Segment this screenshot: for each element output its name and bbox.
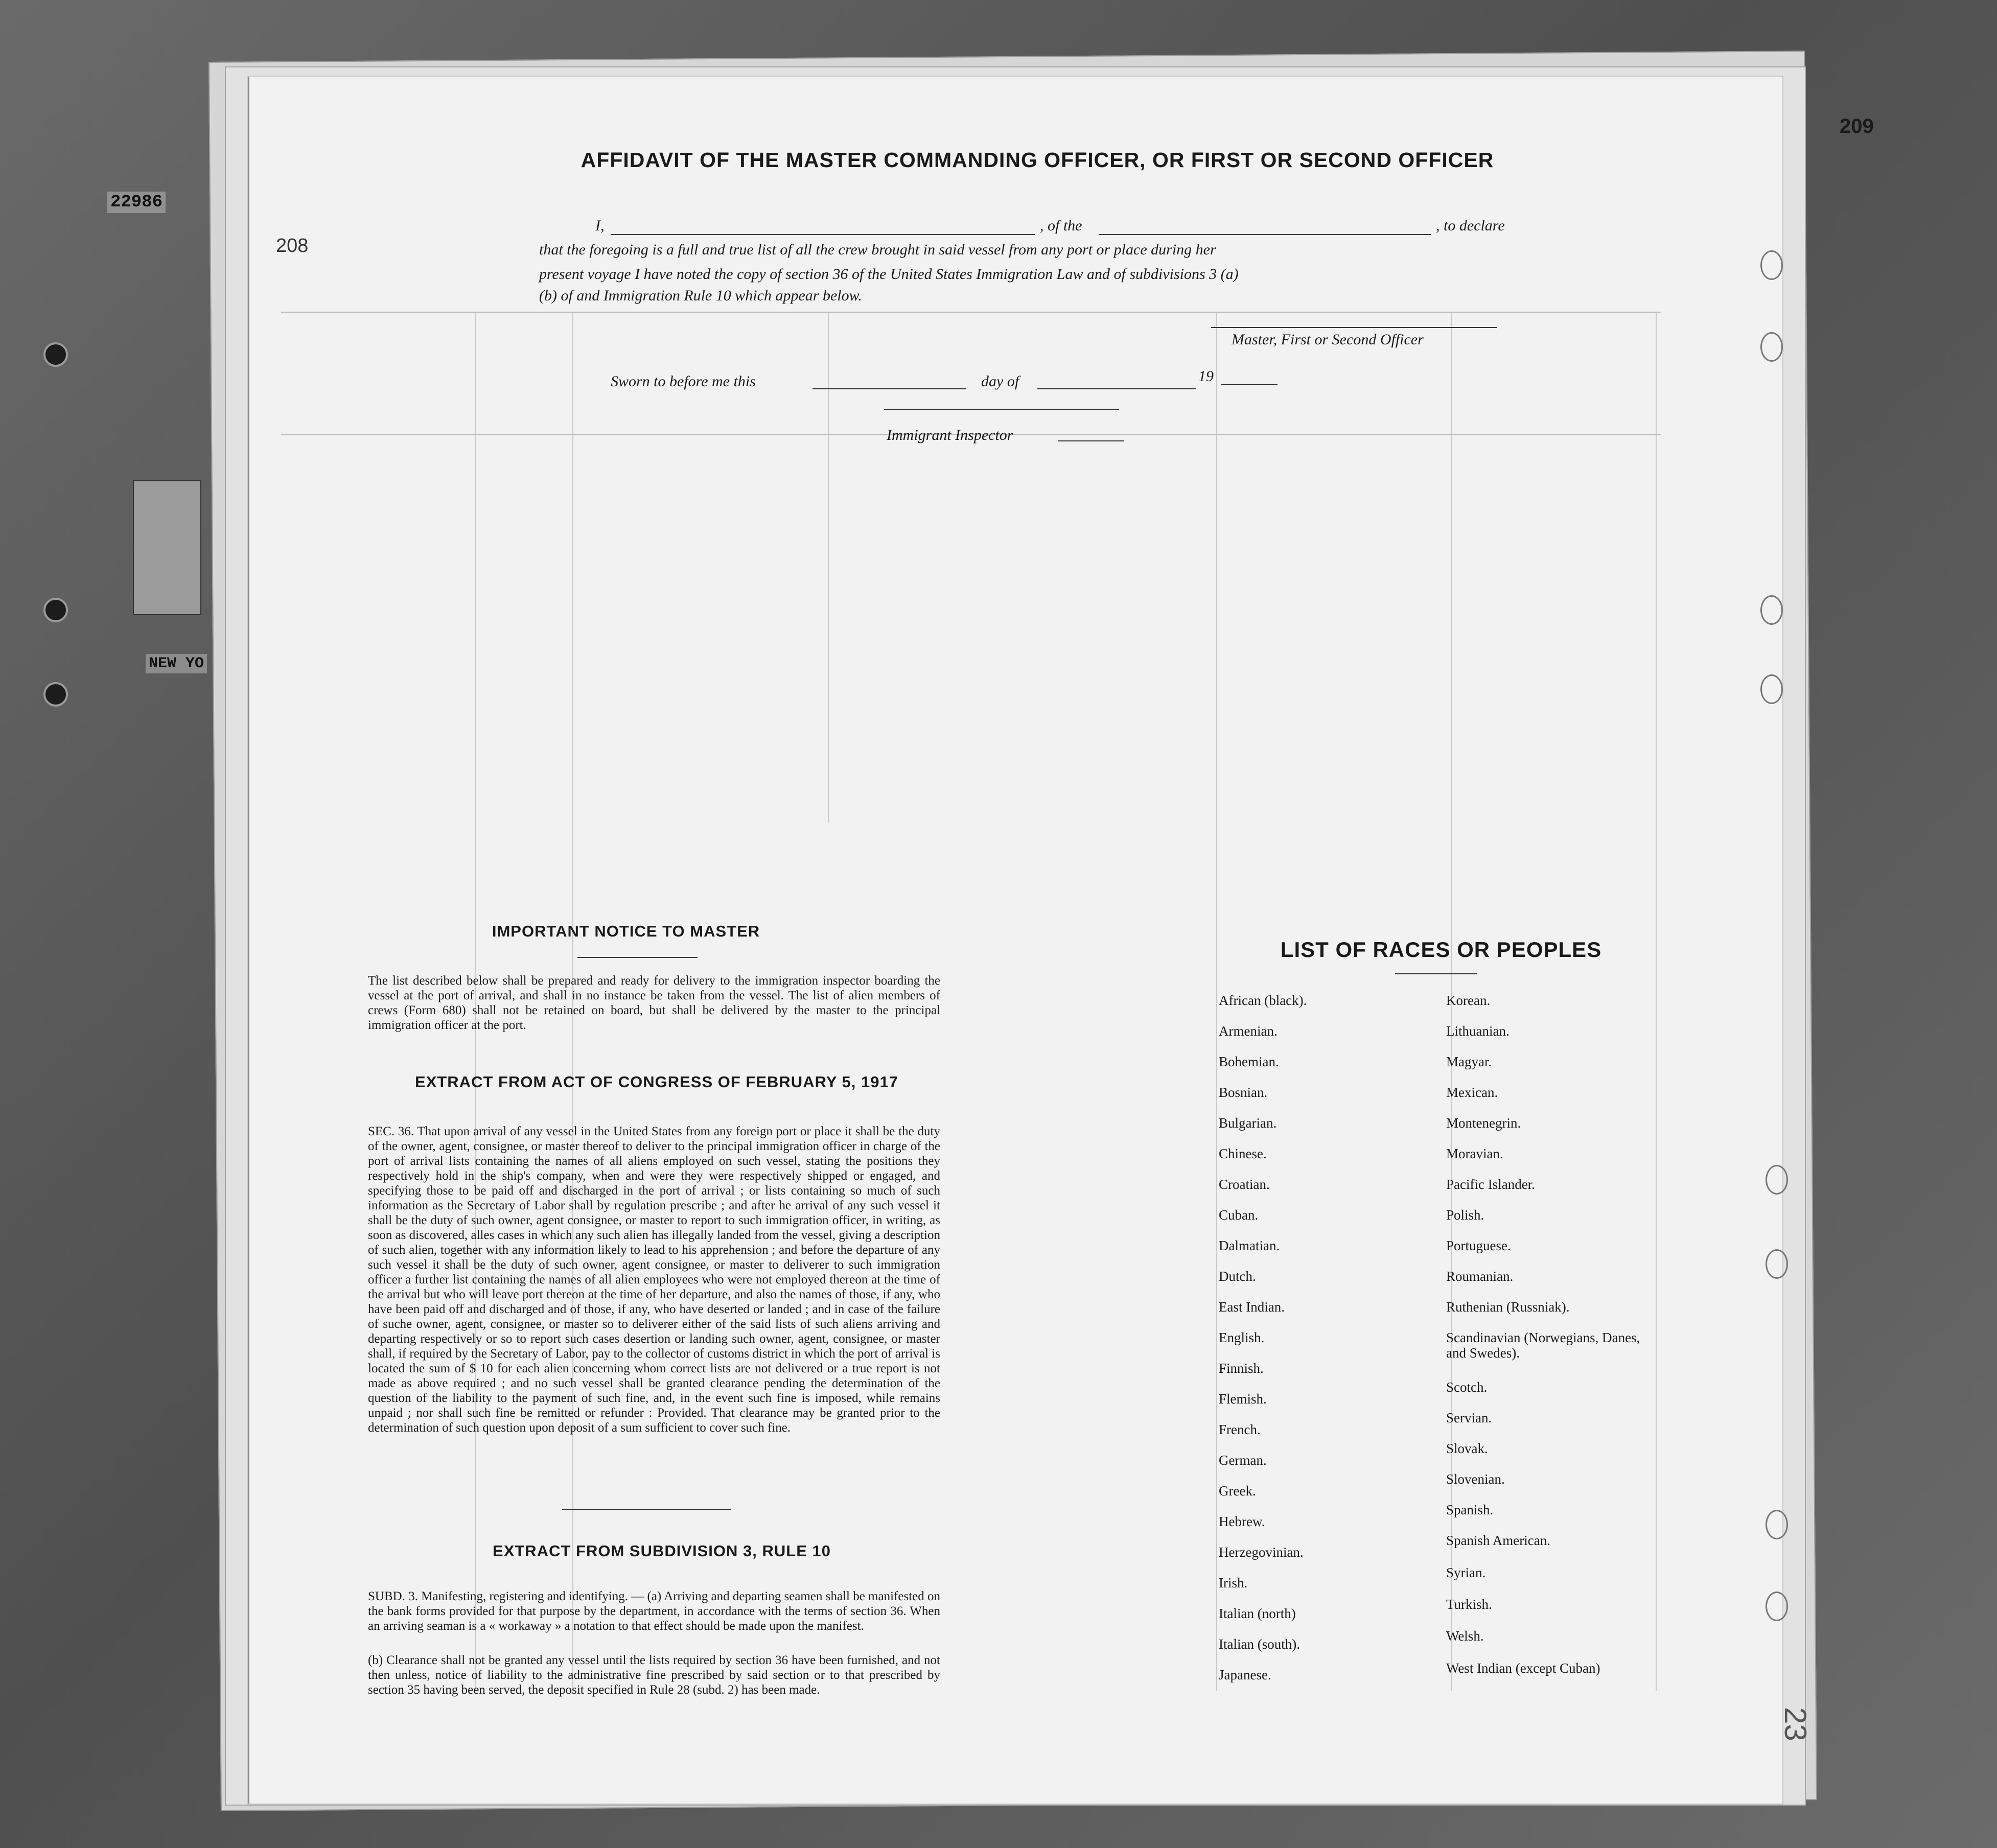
affidavit-of-the: , of the bbox=[1040, 217, 1082, 234]
showthrough-line bbox=[1216, 312, 1217, 1691]
rule-heading: EXTRACT FROM SUBDIVISION 3, RULE 10 bbox=[493, 1542, 831, 1560]
race-item: Korean. bbox=[1446, 993, 1491, 1008]
binder-ring bbox=[1766, 1510, 1788, 1539]
race-item: Chinese. bbox=[1219, 1146, 1267, 1161]
binder-ring bbox=[1760, 595, 1783, 625]
race-item: Lithuanian. bbox=[1446, 1023, 1510, 1039]
heading-underline bbox=[577, 957, 698, 958]
race-item: Finnish. bbox=[1219, 1361, 1264, 1376]
race-item: Magyar. bbox=[1446, 1054, 1492, 1069]
race-item: Italian (south). bbox=[1219, 1636, 1300, 1652]
race-item: Greek. bbox=[1219, 1483, 1256, 1499]
race-item: Spanish. bbox=[1446, 1502, 1494, 1517]
stamp-port: NEW YO bbox=[146, 654, 207, 673]
act-text: SEC. 36. That upon arrival of any vessel in the United States from any foreign port or place it shall be the duty of the owner, agent, consignee, or master thereof to deliver to the principal immigration officer in charge of the port of arrival lists containing the names of all aliens employed on such vessel, stating the positions they respectively hold in the ship's company, when and were they were respectively shipped or engaged, and specifying those to be paid off and discharged in the port of arrival ; or lists containing so much of such information as the Secretary of Labor shall by regulation prescribe ; and after he arrival of any such vessel it shall be the duty of such owner, agent consignee, or master to report to such immigration officer, in writing, as soon as discovered, alles cases in which any such alien has illegally landed from the vessel, giving a description of such alien, together with any information likely to lead to his apprehension ; and before the departure of any such vessel it shall be the duty of such owner, agent consignee, or master to deliverer to such immigration officer a further list containing the names of all alien employees who were not employed thereon at the time of the arrival but who will leave port thereon at the time of her departure, and also the names of those, if any, who have been paid off and discharged and of those, if any, who have deserted or landed ; and in case of the failure of suche owner, agent, consignee, or master so to deliverer either of the said lists of such aliens arriving and departing respectively or so to report such cases desertion or landing such owner, agent, consignee, or master shall, if required by the Secretary of Labor, pay to the collector of customs district in which the port of arrival is located the sum of $ 10 for each alien concerning whom correct lists are not delivered or a true report is not made as above required ; and no such vessel shall be granted clearance pending the determination of the question of the liability to the payment of such fine, and, in the event such fine is imposed, while remains unpaid ; nor shall such fine be remitted or refunder : Provided. That clearance may be granted prior to the determination of such question upon deposit of a sum sufficient to cover such fine. bbox=[368, 1125, 940, 1435]
race-item: Dutch. bbox=[1219, 1269, 1256, 1284]
race-item: German. bbox=[1219, 1453, 1267, 1468]
race-item: Montenegrin. bbox=[1446, 1115, 1521, 1131]
fill-line-day bbox=[812, 388, 966, 389]
race-item: West Indian (except Cuban) bbox=[1446, 1660, 1600, 1676]
showthrough-line bbox=[1656, 312, 1657, 1691]
race-item: Polish. bbox=[1446, 1207, 1484, 1223]
affidavit-line-4: (b) of and Immigration Rule 10 which appear below. bbox=[539, 287, 862, 304]
section-divider bbox=[562, 1509, 731, 1510]
race-item: Italian (north) bbox=[1219, 1606, 1296, 1621]
page-number-stamp: 208 bbox=[276, 235, 309, 256]
affidavit-line-3: present voyage I have noted the copy of section 36 of the United States Immigration Law and of subdivisions 3 (a) bbox=[539, 266, 1239, 283]
race-item: Cuban. bbox=[1219, 1207, 1259, 1223]
rule-text-a: SUBD. 3. Manifesting, registering and identifying. — (a) Arriving and departing seamen shall be manifested on the bank forms provided for that purpose by the department, in accordance with the terms of section 36. When an arriving seaman is a « workaway » a notation to that effect should be made upon the manifest. bbox=[368, 1589, 940, 1633]
fill-line-name bbox=[611, 234, 1035, 235]
day-of-label: day of bbox=[981, 373, 1019, 390]
race-item: Portuguese. bbox=[1446, 1238, 1511, 1253]
stamp-number: 22986 bbox=[107, 192, 166, 213]
affidavit-line-2: that the foregoing is a full and true list of all the crew brought in said vessel from any port or place during her bbox=[539, 241, 1216, 258]
affidavit-to-declare: , to declare bbox=[1436, 217, 1505, 234]
race-item: Spanish American. bbox=[1446, 1533, 1550, 1548]
fill-line-year bbox=[1221, 384, 1278, 385]
race-item: Pacific Islander. bbox=[1446, 1177, 1535, 1192]
inspector-signature-line bbox=[884, 409, 1119, 410]
race-item: Servian. bbox=[1446, 1410, 1492, 1425]
race-item: English. bbox=[1219, 1330, 1265, 1345]
race-item: Scandinavian (Norwegians, Danes, and Swedes). bbox=[1446, 1330, 1640, 1361]
race-item: East Indian. bbox=[1219, 1299, 1285, 1315]
punch-hole bbox=[43, 598, 68, 622]
race-item: Syrian. bbox=[1446, 1565, 1486, 1580]
act-heading: EXTRACT FROM ACT OF CONGRESS OF FEBRUARY 5, 1917 bbox=[415, 1073, 898, 1091]
race-item: Turkish. bbox=[1446, 1597, 1492, 1612]
race-item: Flemish. bbox=[1219, 1391, 1267, 1407]
punch-hole bbox=[43, 342, 68, 367]
race-item: Croatian. bbox=[1219, 1177, 1270, 1192]
pasted-card bbox=[133, 480, 201, 615]
affidavit-title: AFFIDAVIT OF THE MASTER COMMANDING OFFICER, OR FIRST OR SECOND OFFICER bbox=[580, 148, 1494, 172]
race-item: Ruthenian (Russniak). bbox=[1446, 1299, 1570, 1315]
year-label: 19 bbox=[1198, 368, 1214, 385]
margin-number: 23 bbox=[1778, 1707, 1813, 1741]
fill-line-month bbox=[1037, 388, 1196, 389]
binder-ring bbox=[1766, 1592, 1788, 1621]
race-item: Moravian. bbox=[1446, 1146, 1503, 1161]
binder-ring bbox=[1760, 250, 1783, 280]
races-title-underline bbox=[1395, 973, 1477, 974]
race-item: Slovak. bbox=[1446, 1441, 1488, 1456]
race-item: Slovenian. bbox=[1446, 1471, 1505, 1487]
race-item: Herzegovinian. bbox=[1219, 1545, 1304, 1560]
binder-ring bbox=[1766, 1165, 1788, 1195]
notice-text: The list described below shall be prepared and ready for delivery to the immigration inspector boarding the vessel at the port of arrival, and shall in no instance be taken from the vessel. The list of alien members of crews (Form 680) shall not be retained on board, but shall be delivered by the master to the principal immigration officer at the port. bbox=[368, 974, 940, 1032]
inspector-label: Immigrant Inspector bbox=[887, 427, 1013, 443]
binder-ring bbox=[1766, 1249, 1788, 1279]
race-item: Bulgarian. bbox=[1219, 1115, 1277, 1131]
punch-hole bbox=[43, 682, 68, 707]
race-item: French. bbox=[1219, 1422, 1261, 1437]
inspector-fill-line bbox=[1058, 440, 1124, 441]
sworn-label: Sworn to before me this bbox=[611, 373, 756, 390]
rule-text-b: (b) Clearance shall not be granted any vessel until the lists required by section 36 have been furnished, and not then unless, notice of liability to the administrative fine prescribed by said section or to that prescribed by section 35 having been served, the deposit specified in Rule 28 (subd. 2) has been made. bbox=[368, 1653, 940, 1697]
race-item: Japanese. bbox=[1219, 1667, 1271, 1682]
notice-heading: IMPORTANT NOTICE TO MASTER bbox=[492, 922, 760, 940]
race-item: Dalmatian. bbox=[1219, 1238, 1280, 1253]
race-item: Hebrew. bbox=[1219, 1514, 1265, 1529]
race-item: Roumanian. bbox=[1446, 1269, 1514, 1284]
showthrough-rule bbox=[281, 312, 1661, 313]
race-item: Bosnian. bbox=[1219, 1085, 1268, 1100]
race-item: Mexican. bbox=[1446, 1085, 1498, 1100]
page-number: 209 bbox=[1840, 115, 1874, 137]
race-item: Welsh. bbox=[1446, 1628, 1484, 1644]
races-title: LIST OF RACES OR PEOPLES bbox=[1280, 938, 1602, 962]
race-item: Scotch. bbox=[1446, 1379, 1488, 1395]
master-label: Master, First or Second Officer bbox=[1232, 331, 1424, 348]
race-item: African (black). bbox=[1219, 993, 1307, 1008]
binder-ring bbox=[1760, 674, 1783, 704]
affidavit-i: I, bbox=[595, 217, 605, 234]
race-item: Bohemian. bbox=[1219, 1054, 1279, 1069]
race-item: Armenian. bbox=[1219, 1023, 1278, 1039]
signature-line bbox=[1211, 327, 1497, 328]
race-item: Irish. bbox=[1219, 1575, 1248, 1590]
fill-line-vessel bbox=[1099, 234, 1431, 235]
binder-ring bbox=[1760, 332, 1783, 362]
